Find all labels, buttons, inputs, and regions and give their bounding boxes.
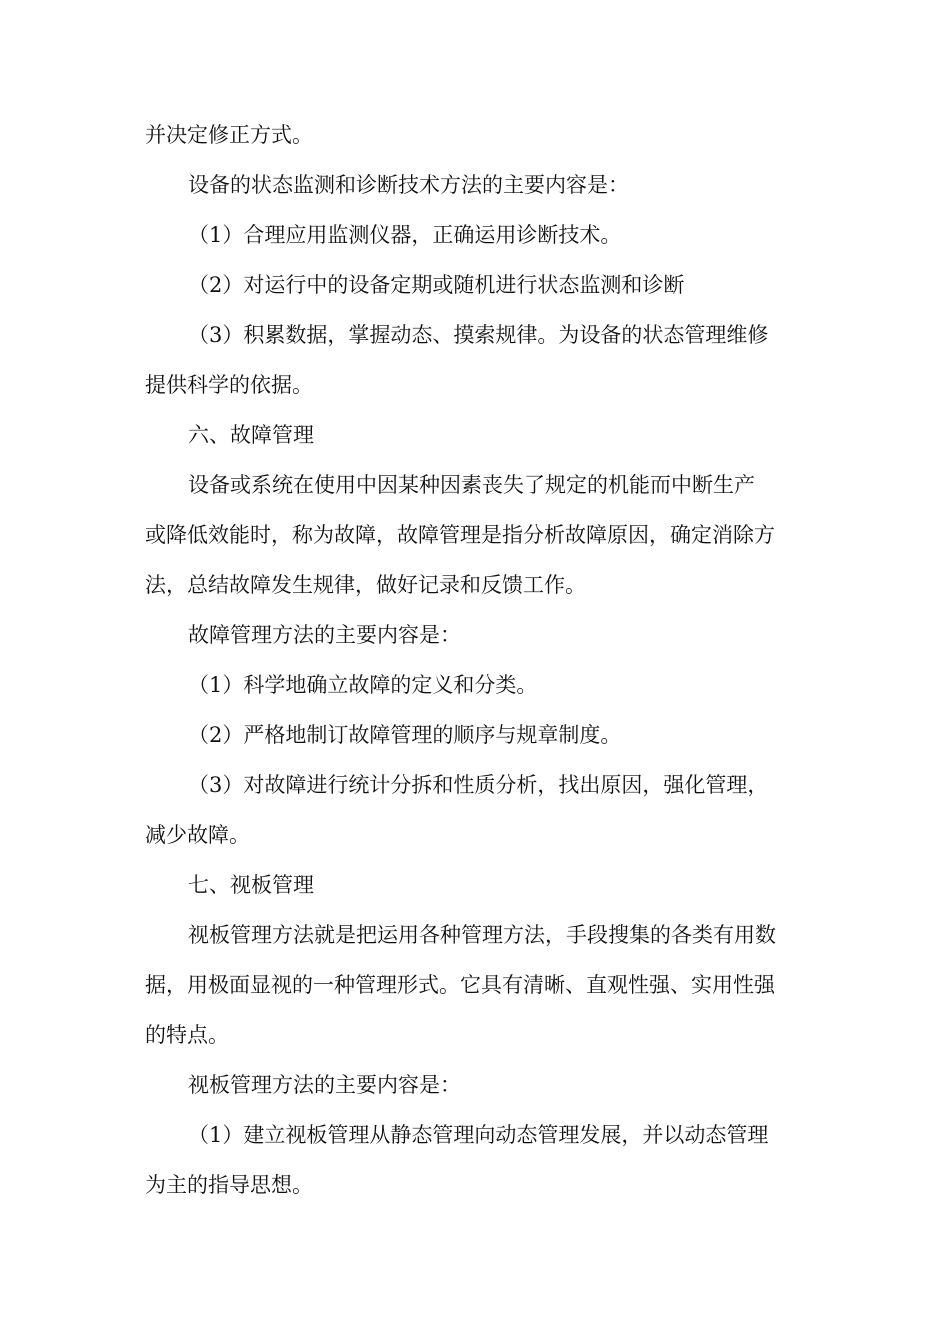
list-item-1: （1）建立视板管理从静态管理向动态管理发展，并以动态管理 xyxy=(188,1123,769,1147)
section-heading-6: 六、故障管理 xyxy=(188,423,314,447)
list-item-3: （3）对故障进行统计分拆和性质分析，找出原因，强化管理， xyxy=(188,773,769,797)
paragraph-line: 的特点。 xyxy=(145,1023,229,1047)
text-line-continuation: 减少故障。 xyxy=(145,823,250,847)
list-item-3: （3）积累数据，掌握动态、摸索规律。为设备的状态管理维修 xyxy=(188,323,769,347)
paragraph-line: 或降低效能时，称为故障，故障管理是指分析故障原因，确定消除方 xyxy=(145,523,775,547)
text-line-continuation: 为主的指导思想。 xyxy=(145,1173,313,1197)
section-heading-7: 七、视板管理 xyxy=(188,873,314,897)
list-item-2: （2）对运行中的设备定期或随机进行状态监测和诊断 xyxy=(188,273,685,297)
paragraph-line: 法，总结故障发生规律，做好记录和反馈工作。 xyxy=(145,573,586,597)
text-line: 视板管理方法的主要内容是： xyxy=(188,1073,461,1097)
text-line: 故障管理方法的主要内容是： xyxy=(188,623,461,647)
paragraph-line: 设备或系统在使用中因某种因素丧失了规定的机能而中断生产 xyxy=(188,473,755,497)
list-item-2: （2）严格地制订故障管理的顺序与规章制度。 xyxy=(188,723,622,747)
text-line-continuation: 提供科学的依据。 xyxy=(145,373,313,397)
text-line-1: 并决定修正方式。 xyxy=(145,123,313,147)
text-line-2: 设备的状态监测和诊断技术方法的主要内容是： xyxy=(188,173,629,197)
paragraph-line: 据，用极面显视的一种管理形式。它具有清晰、直观性强、实用性强 xyxy=(145,973,775,997)
list-item-1: （1）合理应用监测仪器，正确运用诊断技术。 xyxy=(188,223,622,247)
paragraph-line: 视板管理方法就是把运用各种管理方法，手段搜集的各类有用数 xyxy=(188,923,776,947)
list-item-1: （1）科学地确立故障的定义和分类。 xyxy=(188,673,538,697)
